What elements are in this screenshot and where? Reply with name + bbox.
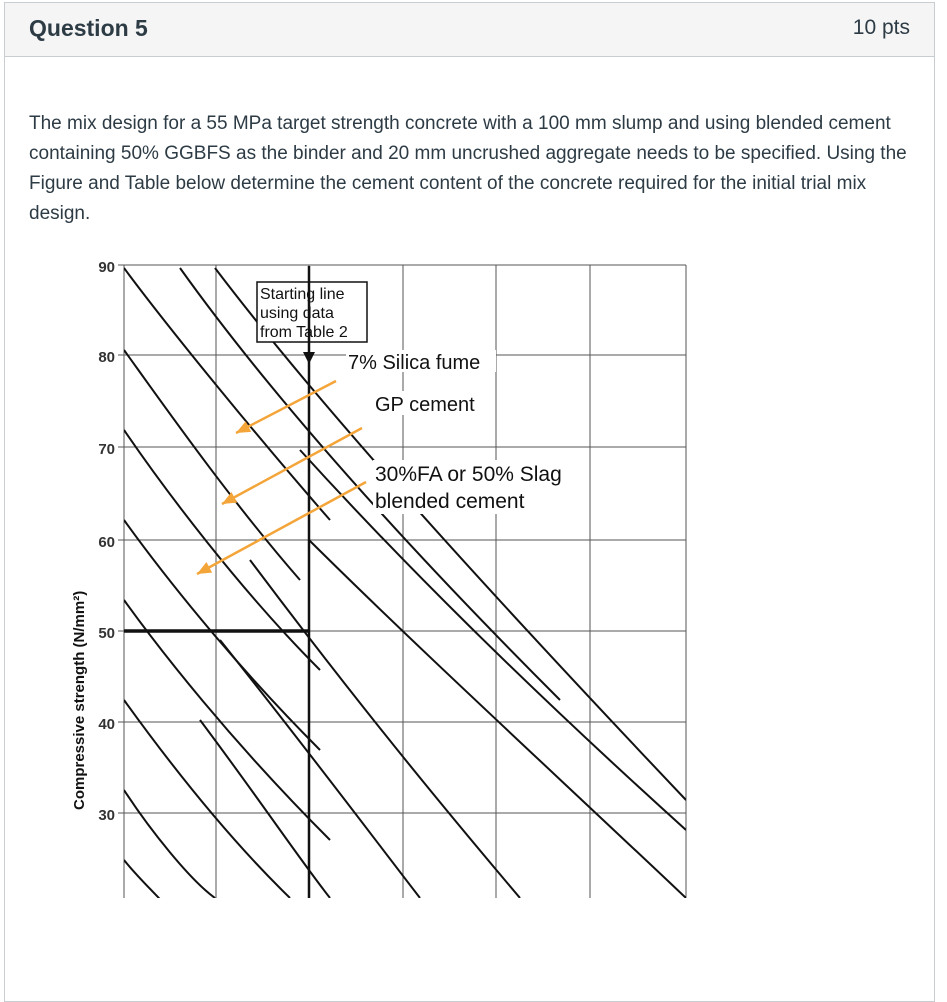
question-points: 10 pts bbox=[852, 16, 910, 39]
y-tick-label: 40 bbox=[98, 716, 115, 733]
y-tick-label: 80 bbox=[98, 349, 115, 366]
strength-curve-6 bbox=[124, 790, 215, 898]
orange-arrows bbox=[197, 381, 366, 574]
starting-line-text-3: from Table 2 bbox=[260, 324, 348, 341]
question-prompt: The mix design for a 55 MPa target strength concrete with a 100 mm slump and using blended cement containing 50% GGBFS as the binder and 20 mm uncrushed aggregate needs to be specified. Using the Figure and Table below determine the cement content of the concrete required for the initial trial mix design. bbox=[29, 113, 907, 224]
orange-arrow-line-1 bbox=[222, 428, 362, 504]
question-title: Question 5 bbox=[29, 15, 148, 41]
label-blended-2: blended cement bbox=[375, 490, 525, 513]
strength-curve-11 bbox=[309, 540, 686, 898]
y-tick-label: 70 bbox=[98, 441, 115, 458]
y-tick-label: 60 bbox=[98, 534, 115, 551]
orange-arrow-line-0 bbox=[236, 381, 336, 433]
starting-line-text-1: Starting line bbox=[260, 286, 345, 303]
strength-curve-1 bbox=[124, 350, 300, 580]
y-tick-label: 30 bbox=[98, 807, 115, 824]
label-gp-cement: GP cement bbox=[375, 394, 475, 416]
curve-label-gp bbox=[374, 391, 490, 416]
y-axis-ticks bbox=[98, 259, 124, 824]
strength-curve-7 bbox=[124, 860, 165, 898]
curve-label-silica bbox=[346, 350, 496, 374]
y-axis-label: Compressive strength (N/mm²) bbox=[71, 590, 88, 810]
starting-line-box bbox=[257, 282, 367, 342]
orange-arrow-line-2 bbox=[197, 482, 366, 574]
starting-line-arrowhead-icon bbox=[303, 352, 315, 364]
strength-curve-13 bbox=[220, 640, 420, 898]
curve-label-blended bbox=[373, 460, 581, 514]
strength-curve-9 bbox=[215, 268, 686, 800]
label-blended-1: 30%FA or 50% Slag bbox=[375, 463, 562, 486]
y-tick-label: 50 bbox=[98, 625, 115, 642]
label-silica-fume: 7% Silica fume bbox=[348, 352, 481, 374]
starting-line-text-2: using data bbox=[260, 305, 334, 322]
strength-curve-14 bbox=[200, 720, 330, 898]
strength-curve-4 bbox=[124, 600, 330, 840]
y-tick-label: 90 bbox=[98, 259, 115, 276]
strength-curve-3 bbox=[124, 520, 320, 750]
